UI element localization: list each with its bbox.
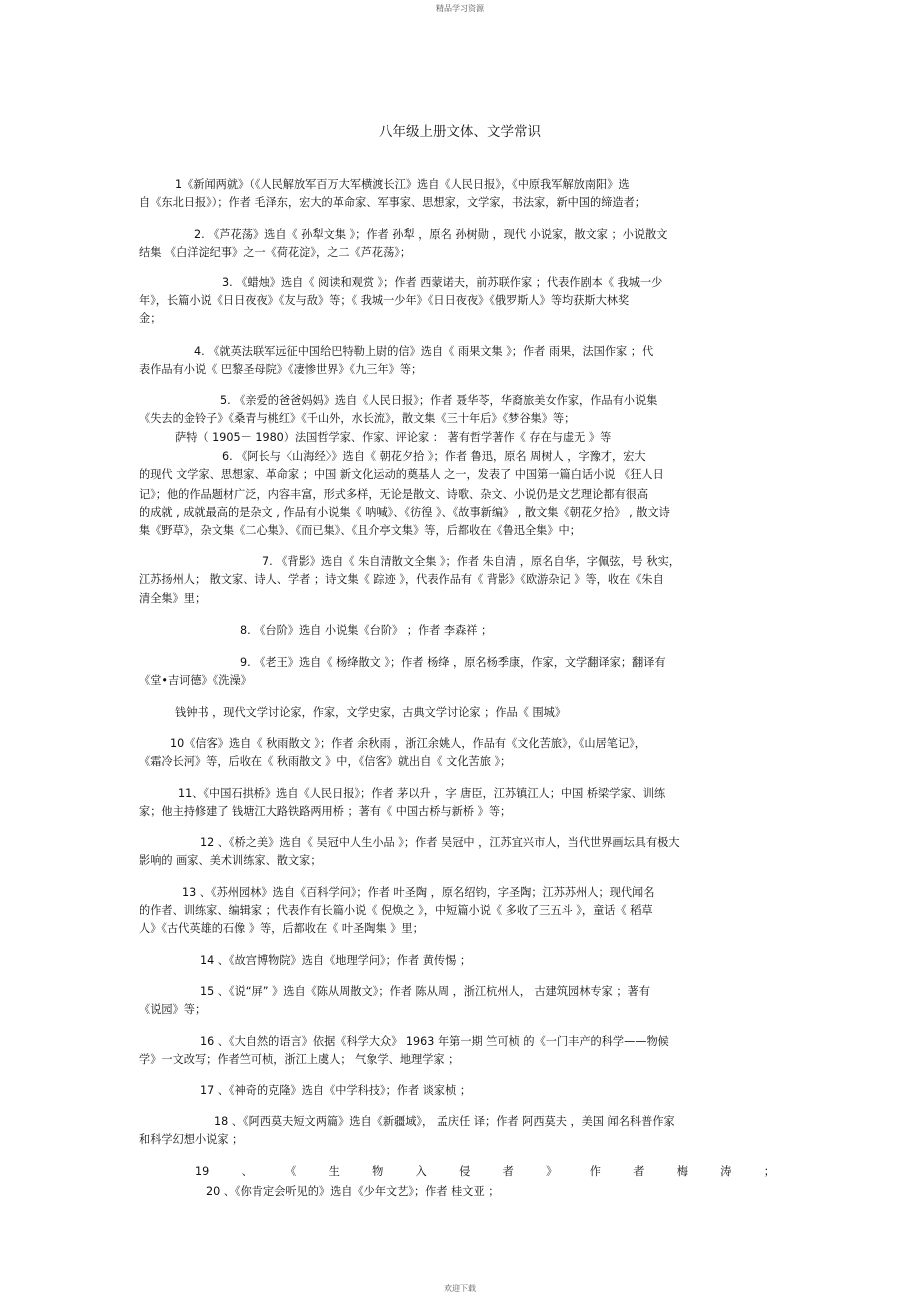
entry-line: 18 、《阿西莫夫短文两篇》选自《新疆域》， 孟庆任 译；作者 阿西莫夫 ，美国 闻名科普作家 (214, 1115, 675, 1128)
entry-line: 15 、《说“屏” 》选自《陈从周散文》；作者 陈从周 ，浙江杭州人， 古建筑园林专家 ；著有 (200, 985, 650, 998)
entry-line: 结集 《白洋淀纪事》之一《荷花淀》，之二《芦花荡》； (139, 246, 412, 259)
entry-line: 《堂•吉诃德》《洗澡》 (139, 674, 252, 687)
entry-line: 的作者、训练家、编辑家 ；代表作有长篇小说《 倪焕之 》，中短篇小说《 多收了三五斗 》，童话《 稻草 (139, 904, 653, 917)
entry-line: 记》；他的作品题材广泛，内容丰富，形式多样，无论是散文、诗歌、杂文、小说仍是文艺理论都有很高 (139, 488, 649, 501)
entry-token: 《 (285, 1165, 297, 1178)
entry-token: 作 (589, 1165, 601, 1178)
entry-token: 物 (372, 1165, 384, 1178)
entry-token: 、 (241, 1165, 253, 1178)
entry-token: ； (763, 1165, 775, 1178)
entry-token: 侵 (459, 1165, 471, 1178)
entry-line: 13 、《苏州园林》选自《百科学问》；作者 叶圣陶 ，原名绍钧，字圣陶；江苏苏州人；现代闻名 (182, 886, 655, 899)
entry-line: 江苏扬州人； 散文家、诗人、学者 ；诗文集《 踪迹 》，代表作品有《 背影》《欧游杂记 》等，收在《朱自 (139, 573, 664, 586)
entry-line: 11、《中国石拱桥》选自《人民日报》；作者 茅以升 ，字 唐臣，江苏镇江人；中国 桥梁学家、训练 (178, 787, 666, 800)
entry-line: 16 、《大自然的语言》依据《科学大众》 1963 年第一期 竺可桢 的《一门丰产的科学——物候 (200, 1035, 669, 1048)
entry-line: 14 、《故宫博物院》选自《地理学问》；作者 黄传惕 ； (200, 954, 472, 967)
entry-line: 年》，长篇小说《日日夜夜》《友与敌》等；《 我城一少年》《日日夜夜》《俄罗斯人》等均获斯大林奖 (139, 294, 630, 307)
entry-line: 影响的 画家、美术训练家、散文家； (139, 854, 322, 867)
entry-line: 《霜冷长河》等，后收在《 秋雨散文 》中，《信客》就出自《 文化苦旅 》； (139, 755, 512, 768)
entry-line: 集《野草》，杂文集《二心集》、《而已集》、《且介亭文集》等，后都收在《鲁迅全集》中； (139, 524, 581, 537)
entry-token: 者 (502, 1165, 514, 1178)
entry-line: 萨特（ 1905－ 1980）法国哲学家、作家、评论家 ： 著有哲学著作《 存在与虚无 》等 (175, 431, 612, 444)
entry-line: 5. 《亲爱的爸爸妈妈》选自《人民日报》；作者 聂华苓，华裔旅美女作家，作品有小说集 (220, 394, 658, 407)
entry-line: 6. 《阿长与〈山海经〉》选自《 朝花夕拾 》；作者 鲁迅，原名 周树人 ，字豫才，宏大 (222, 450, 646, 463)
entry-token: 19 (195, 1165, 210, 1178)
entry-line: 和科学幻想小说家 ； (139, 1133, 244, 1146)
entry-line: 的成就 , 成就最高的是杂文 , 作品有小说集《 呐喊》、《彷徨 》、《故事新编》 , 散文集《朝花夕拾》 , 散文诗 (139, 506, 670, 519)
entry-token: 》 (546, 1165, 558, 1178)
entry-line: 学》一文改写；作者竺可桢，浙江上虞人； 气象学、地理学家 ； (139, 1053, 460, 1066)
entry-line: 9. 《老王》选自《 杨绛散文 》；作者 杨绛 ，原名杨季康，作家，文学翻译家；翻译有 (240, 656, 666, 669)
entry-line: 清全集》里； (139, 592, 207, 605)
entry-line: 7. 《背影》选自《 朱自清散文全集 》；作者 朱自清 ，原名自华，字佩弦，号 秋实， (262, 555, 680, 568)
entry-line: 12 、《桥之美》选自《 吴冠中人生小品 》；作者 吴冠中 ，江苏宜兴市人，当代世界画坛具有极大 (200, 836, 680, 849)
entry-line: 金； (139, 312, 162, 325)
entry-token: 涛 (720, 1165, 732, 1178)
entry-line: 钱钟书 ，现代文学讨论家，作家，文学史家，古典文学讨论家 ；作品《 围城》 (175, 706, 567, 719)
entry-line: 20 、《你肯定会听见的》选自《少年文艺》；作者 桂文亚 ； (206, 1185, 500, 1198)
entry-token: 梅 (676, 1165, 688, 1178)
entry-line-19 (195, 1165, 775, 1179)
entry-line: 3. 《蜡烛》选自《 阅读和观赏 》；作者 西蒙诺夫，前苏联作家 ；代表作剧本《 我城一少 (222, 276, 663, 289)
entry-line: 2. 《芦花荡》选自《 孙犁文集 》；作者 孙犁 ，原名 孙树勋 ，现代 小说家，散文家 ；小说散文 (194, 228, 668, 241)
entry-line: 《失去的金铃子》《桑青与桃红》《千山外，水长流》，散文集《三十年后》《梦谷集》等； (139, 412, 576, 425)
page-footer-note: 欢迎下载 (444, 1284, 476, 1293)
page-header-note: 精品学习资源 (436, 4, 484, 13)
entry-line: 家；他主持修建了 钱塘江大路铁路两用桥 ；著有《 中国古桥与新桥 》等； (139, 805, 512, 818)
entry-line: 人》《古代英雄的石像 》等，后都收在《 叶圣陶集 》里； (139, 922, 424, 935)
entry-line: 自《东北日报》）；作者 毛泽东，宏大的革命家、军事家、思想家，文学家，书法家，新中国的缔造者； (139, 196, 646, 209)
page-title: 八年级上册文体、文学常识 (379, 124, 541, 140)
entry-token: 入 (415, 1165, 427, 1178)
entry-token: 生 (328, 1165, 340, 1178)
entry-line: 8. 《台阶》选自 小说集《台阶》 ；作者 李森祥 ； (240, 624, 493, 637)
entry-line: 4. 《就英法联军远征中国给巴特勒上尉的信》选自《 雨果文集 》；作者 雨果，法国作家 ；代 (194, 345, 654, 358)
entry-line: 10《信客》选自《 秋雨散文 》；作者 余秋雨 ，浙江余姚人，作品有《文化苦旅》，《山居笔记》， (170, 737, 646, 750)
entry-line: 的现代 文学家、思想家、革命家 ；中国 新文化运动的奠基人 之一，发表了 中国第一篇白话小说 《狂人日 (139, 468, 664, 481)
entry-line: 表作品有小说《 巴黎圣母院》《凄惨世界》《九三年》等； (139, 363, 423, 376)
entry-token: 者 (633, 1165, 645, 1178)
entry-line: 17 、《神奇的克隆》选自《中学科技》；作者 谈家桢 ； (200, 1084, 472, 1097)
entry-line: 《说园》等； (139, 1003, 207, 1016)
entry-line: 1《新闻两就》（《人民解放军百万大军横渡长江》选自《人民日报》，《中原我军解放南阳》选 (175, 178, 630, 191)
